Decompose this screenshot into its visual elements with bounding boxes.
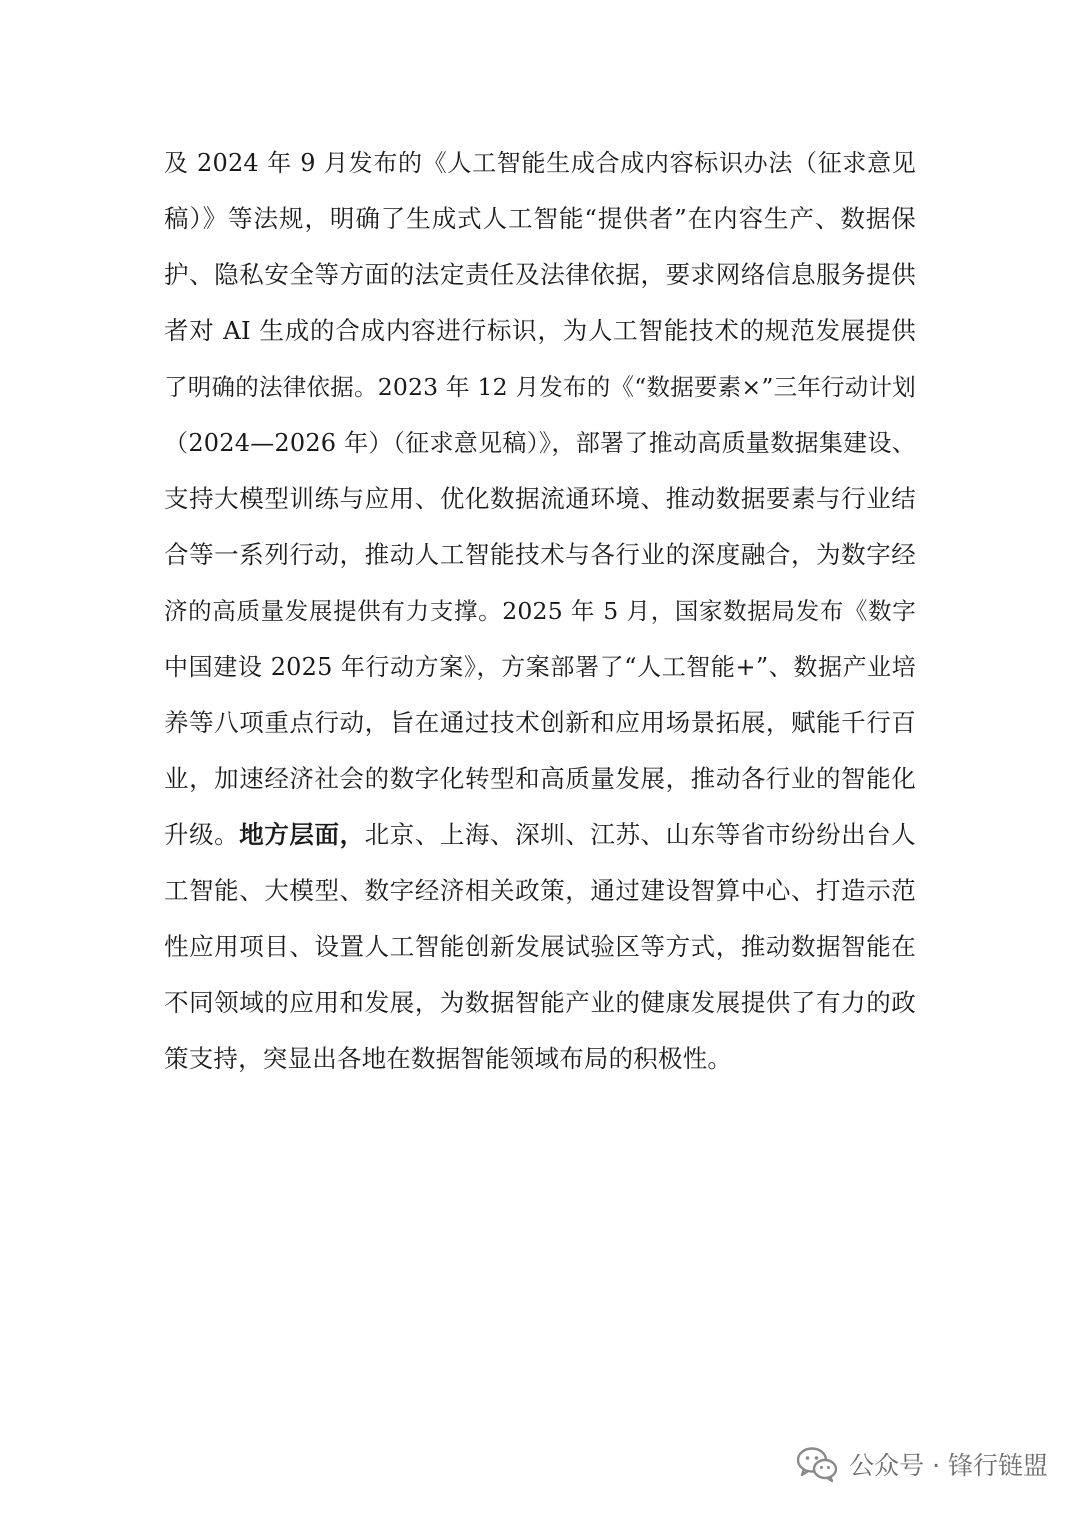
watermark — [795, 1440, 1048, 1488]
text-line: 护、隐私安全等方面的法定责任及法律依据，要求网络信息服务提供 — [164, 260, 916, 289]
text-line: 济的高质量发展提供有力支撑。2025 年 5 月，国家数据局发布《数字 — [164, 597, 916, 625]
text-line: 稿）》等法规，明确了生成式人工智能“提供者”在内容生产、数据保 — [164, 204, 916, 233]
text-line: 中国建设 2025 年行动方案》，方案部署了“人工智能+”、数据产业培 — [164, 653, 916, 681]
text-line: 工智能、大模型、数字经济相关政策，通过建设智算中心、打造示范 — [164, 876, 916, 905]
text-line: 了明确的法律依据。2023 年 12 月发布的《“数据要素×”三年行动计划 — [164, 373, 916, 401]
text-line: 及 2024 年 9 月发布的《人工智能生成合成内容标识办法（征求意见 — [164, 149, 916, 177]
bold-heading-local-level: 地方层面， — [239, 820, 365, 849]
line-rest: 北京、上海、深圳、江苏、山东等省市纷纷出台人 — [364, 820, 917, 849]
watermark-text: 公众号 · 锋行链盟 — [849, 1451, 1048, 1480]
text-line: 合等一系列行动，推动人工智能技术与各行业的深度融合，为数字经 — [164, 540, 916, 569]
text-line: 不同领域的应用和发展，为数据智能产业的健康发展提供了有力的政 — [164, 988, 916, 1017]
text-line: 支持大模型训练与应用、优化数据流通环境、推动数据要素与行业结 — [164, 484, 916, 513]
text-line: 养等八项重点行动，旨在通过技术创新和应用场景拓展，赋能千行百 — [164, 708, 916, 737]
line-prefix: 升级。 — [164, 820, 240, 849]
text-line-with-bold — [164, 807, 916, 863]
text-line: 策支持，突显出各地在数据智能领域布局的积极性。 — [164, 1044, 733, 1073]
text-line: 业，加速经济社会的数字化转型和高质量发展，推动各行业的智能化 — [164, 764, 916, 793]
wechat-icon — [795, 1445, 839, 1483]
text-line: （2024—2026 年）（征求意见稿）》，部署了推动高质量数据集建设、 — [164, 429, 916, 457]
text-line: 者对 AI 生成的合成内容进行标识，为人工智能技术的规范发展提供 — [164, 316, 916, 345]
text-line: 性应用项目、设置人工智能创新发展试验区等方式，推动数据智能在 — [164, 932, 916, 961]
body-paragraph — [164, 135, 916, 1087]
